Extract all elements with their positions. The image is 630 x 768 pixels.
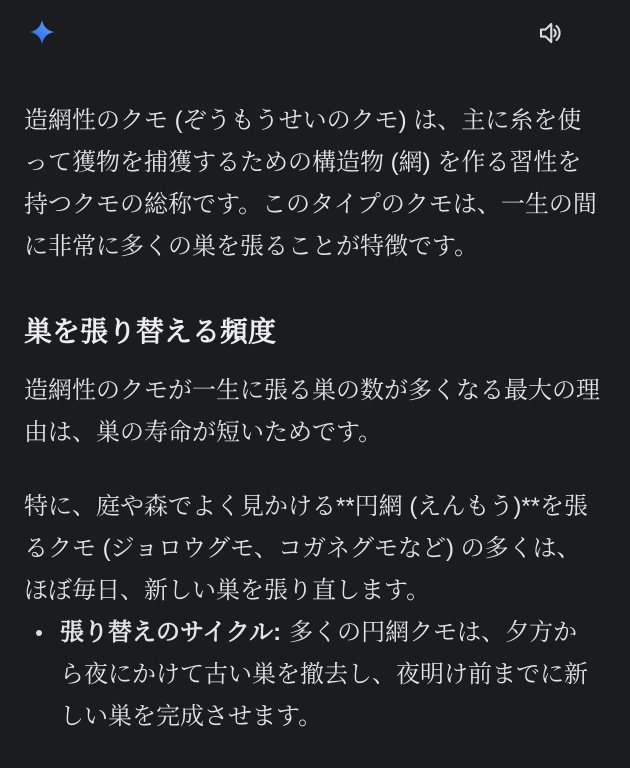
bullet-marker xyxy=(36,630,42,636)
speaker-button[interactable] xyxy=(536,18,566,48)
paragraph-reason: 造網性のクモが一生に張る巣の数が多くなる最大の理由は、巣の寿命が短いためです。 xyxy=(24,377,600,446)
volume-icon xyxy=(536,18,566,48)
gemini-sparkle-icon xyxy=(29,18,55,46)
response-text xyxy=(24,100,601,738)
bullet-list xyxy=(24,612,601,738)
list-item-label: 張り替えのサイクル: xyxy=(60,619,282,646)
paragraph-orb-web: 特に、庭や森でよく見かける**円網 (えんもう)**を張るクモ (ジョロウグモ、コガネグモなど) の多くは、ほぼ毎日、新しい巣を張り直します。 xyxy=(24,493,589,604)
paragraph-intro: 造網性のクモ (ぞうもうせいのクモ) は、主に糸を使って獲物を捕獲するための構造物 (網) を作る習性を持つクモの総称です。このタイプのクモは、一生の間に非常に多くの巣を張ることが特徴です。 xyxy=(24,107,597,260)
list-item xyxy=(24,612,601,738)
list-item-text: 多くの円網クモは、夕方から夜にかけて古い巣を撤去し、夜明け前までに新しい巣を完成させます。 xyxy=(60,619,588,730)
response-header xyxy=(0,0,630,48)
section-heading: 巣を張り替える頻度 xyxy=(24,316,277,347)
